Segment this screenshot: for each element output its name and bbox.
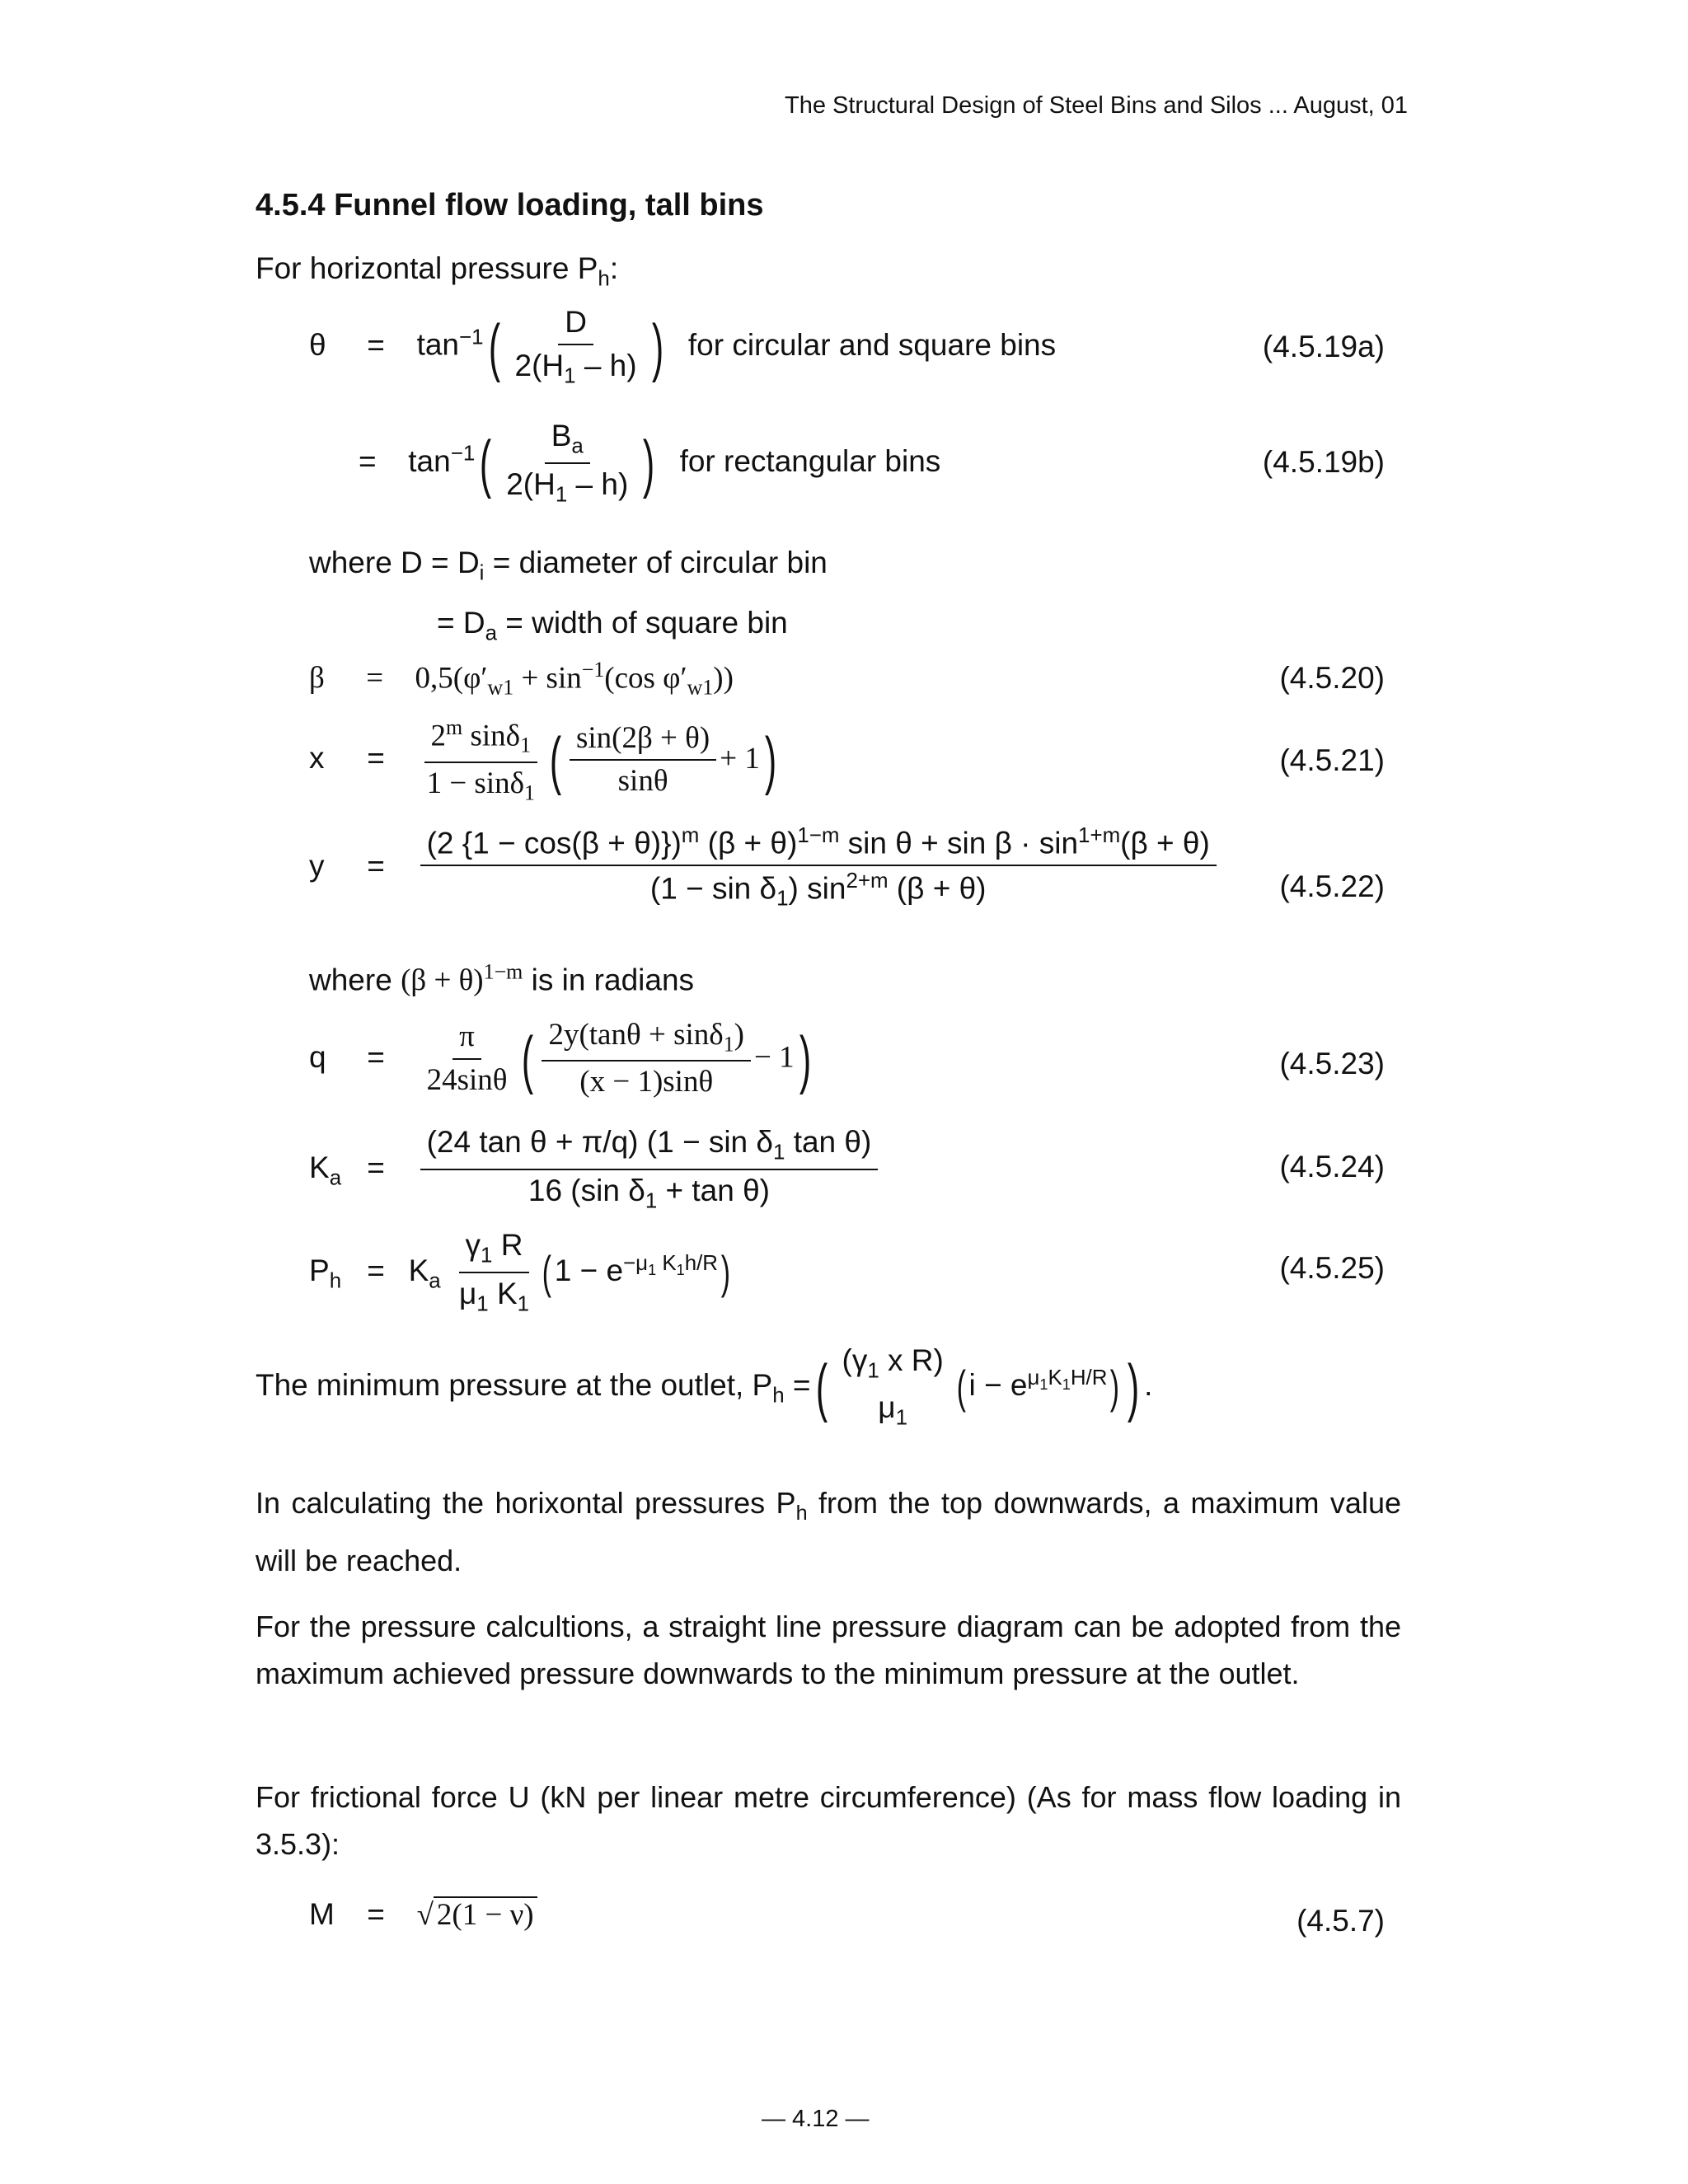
equation-4-5-24: $K_a$ = $\frac{(24 \tan \theta + \pi/q) (1 - \sin \delta_1 \tan \theta)}{16 (\sin \delta_1 + \tan \theta)}$ — [309, 1125, 881, 1214]
running-header: The Structural Design of Steel Bins and Silos ... August, 01 — [785, 92, 1409, 119]
paragraph-pressure-diagram: For the pressure calcultions, a straight line pressure diagram can be adopted from the maximum achieved pressure downwards to the minimum pressure at the outlet. — [256, 1610, 1401, 1690]
equation-4-5-19a: $\theta = \tan^{-1}$( $\frac{D}{2(H_1 - h)}$ ) for circular and square bins — [309, 305, 1057, 387]
paragraph-frictional-force: For frictional force U (kN per linear metre circumference) (As for mass flow loading in 3.5.3): — [256, 1780, 1401, 1861]
intro-text: For horizontal pressure $P_h$: — [256, 251, 619, 291]
minimum-pressure-line: The minimum pressure at the outlet, $P_h$ =( ($\gamma_1$ x R) $\mu_1$ ( $i - e^{\mu_1K_1H/R}$) ) . — [256, 1343, 1153, 1430]
page-number: — 4.12 — — [762, 2106, 870, 2132]
where-diameter: where $D = D_i$ = diameter of circular bin — [309, 546, 828, 585]
tag-4-5-19a: (4.5.19a) — [1262, 330, 1385, 363]
equation-4-5-25: $P_h = K_a$ $\frac{\gamma_1 R}{\mu_1 K_1}$ ( $1 - e^{-\mu_1 K_1h/R}$) — [309, 1228, 730, 1316]
paragraph-max-pressure: In calculating the horixontal pressures $P_h$ from the top downwards, a maximum value will be reached. — [256, 1486, 1401, 1578]
tag-4-5-25: (4.5.25) — [1279, 1251, 1385, 1285]
tag-4-5-24: (4.5.24) — [1279, 1150, 1385, 1183]
where-width: = $D_a$ = width of square bin — [437, 606, 788, 645]
section-heading: 4.5.4 Funnel flow loading, tall bins — [256, 188, 764, 223]
tag-4-5-23: (4.5.23) — [1279, 1047, 1385, 1080]
tag-4-5-7: (4.5.7) — [1296, 1904, 1385, 1938]
tag-4-5-19b: (4.5.19b) — [1262, 445, 1385, 479]
equation-4-5-21: x = $\frac{2^m \sin\delta_1}{1 - \sin\delta_1}$ ( $\frac{\sin(2\beta + \theta)}{\sin\theta}$ + 1) — [309, 715, 776, 804]
equation-4-5-20: $\beta = 0,5(\varphi'_{w1} + \sin^{-1}(\cos$ $\varphi'_{w1}$)) — [309, 658, 734, 700]
tag-4-5-20: (4.5.20) — [1279, 661, 1385, 695]
tag-4-5-22: (4.5.22) — [1279, 869, 1385, 903]
equation-4-5-7: M = √ 2(1 − ν) — [309, 1897, 537, 1933]
equation-4-5-23: q = $\frac{\pi}{24\sin\theta}$ ( $\frac{2y(\tan\theta + \sin\delta_1)}{(x - 1)\sin\theta}$ − 1) — [309, 1018, 811, 1099]
where-radians: where $(\beta + \theta)^{1-m}$ is in radians — [309, 960, 695, 998]
equation-4-5-22: y = (2 {1 − cos(β + θ)})$^m$ $(\beta + \theta)^{1-m}$ $\sin \theta + \sin \beta \cdot \sin^{1+m}(\beta + \theta)$ $(1 - \sin \delta_1)$ $\sin^{2+m} (\beta + \theta)$ — [309, 824, 1220, 912]
tag-4-5-21: (4.5.21) — [1279, 743, 1385, 777]
equation-4-5-19b: = $\tan^{-1}$( $\frac{B_a}{2(H_1 - h)}$ ) for rectangular bins — [359, 419, 941, 507]
